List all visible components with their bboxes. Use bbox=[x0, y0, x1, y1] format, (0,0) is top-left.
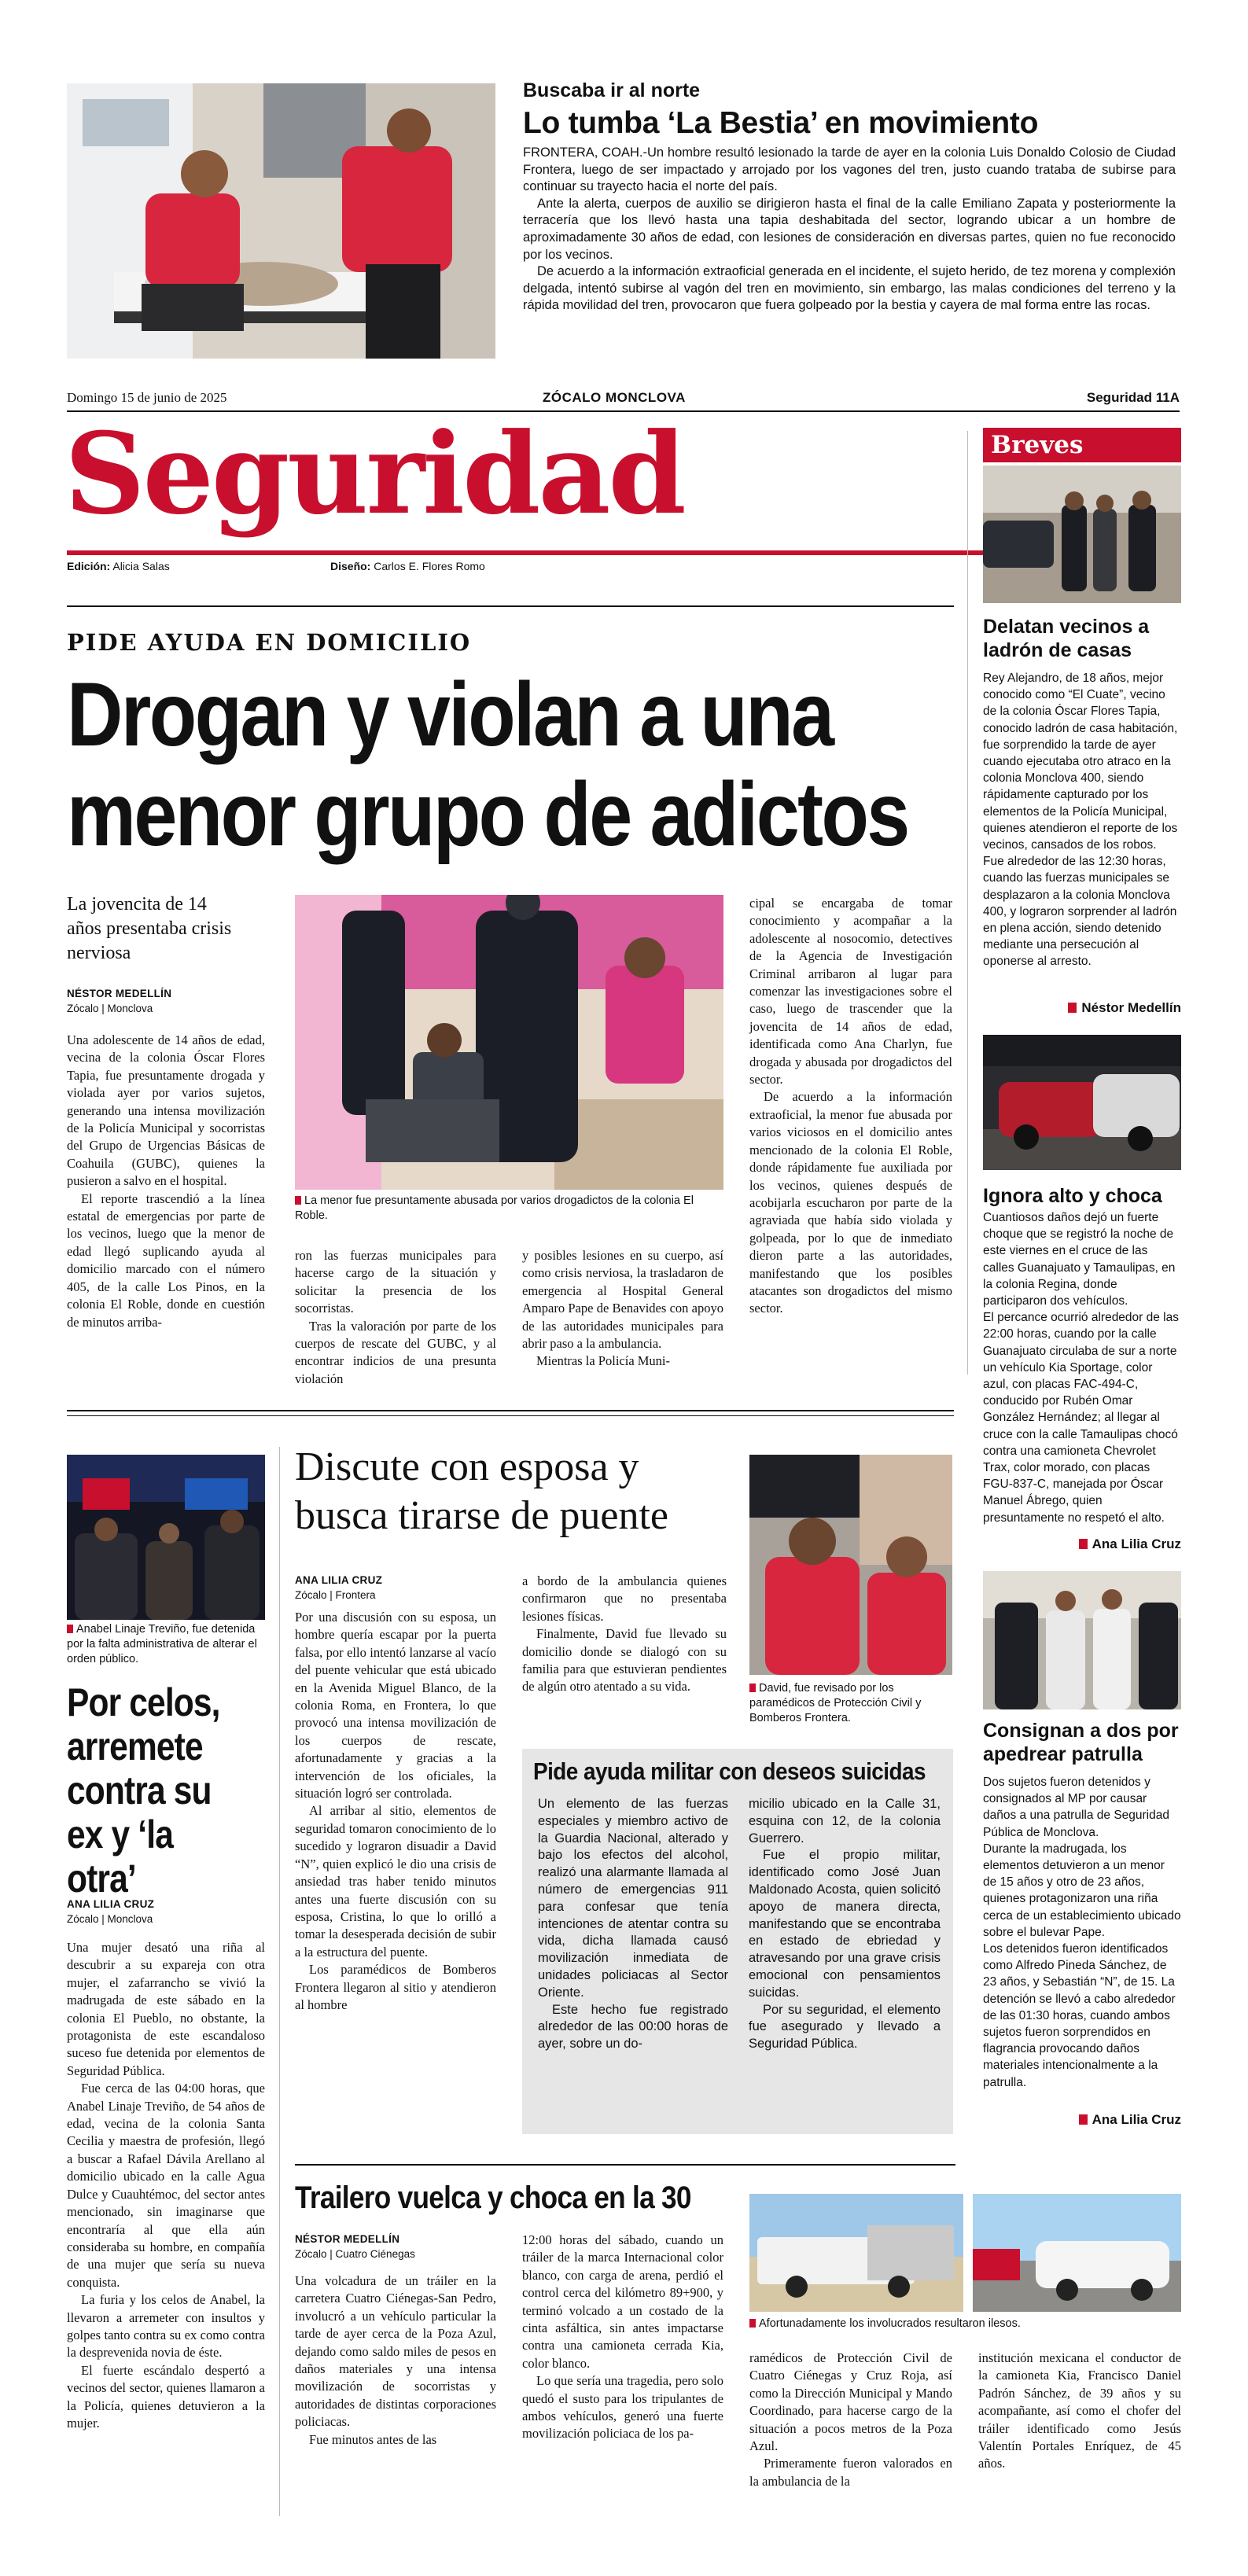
celos-paragraph: La furia y los celos de Anabel, la llevaron a arremeter con insultos y golpes tanto contra su ex como contra la desprevenida novia de éste. bbox=[67, 2292, 265, 2361]
top-story-kicker: Buscaba ir al norte bbox=[523, 79, 701, 101]
main-author: NÉSTOR MEDELLÍN bbox=[67, 988, 172, 999]
main-story-kicker: PIDE AYUDA EN DOMICILIO bbox=[67, 629, 472, 656]
main-caption-text: La menor fue presuntamente abusada por varios drogadictos de la colonia El Roble. bbox=[295, 1194, 694, 1222]
puente-byline bbox=[295, 1573, 491, 1603]
trailero-paragraph: Fue minutos antes de las bbox=[309, 2431, 437, 2447]
edition-label: Edición: bbox=[67, 560, 111, 572]
celos-paragraph: Una mujer desató una riña al descubrir a su expareja con otra mujer, el zafarrancho se vivió la madrugada de este sábado en la colonia El Pueblo, no obstante, la protagonista de este escandaloso suceso fue detenida por elementos de Seguridad Pública. bbox=[67, 1940, 265, 2078]
breve-3-body: Dos sujetos fueron detenidos y consignados al MP por causar daños a una patrulla de Seguridad Pública de Monclova. Durante la madrugada, los elementos detuvieron a un menor de 15 años y otro de 23 años, quienes protagonizaron una riña cerca de un establecimiento ubicado sobre el bulevar Pape. Los detenidos fueron identificados como Alfredo Pineda Sánchez, de 23 años, y Sebastián “N”, de 15. La detención se llevó a cabo alrededor de las 01:30 horas, cuando ambos sujetos fueron sorprendidos en flagrancia provocando daños materiales intencionalmente a la patrulla. bbox=[983, 1776, 1181, 2089]
puente-paragraph: Los paramédicos de Bomberos Frontera llegaron al sitio y atendieron al hombre bbox=[295, 1962, 496, 2012]
folio-date: Domingo 15 de junio de 2025 bbox=[67, 390, 227, 405]
trailero-paragraph: 12:00 horas del sábado, cuando un tráiler de la marca Internacional color blanco, con carga de arena, perdió el control cerca del kilómetro 89+900, y terminó volcado a un costado de la cinta asfáltica, sin antes impactarse contra una camioneta cerrada Kia, color blanco. bbox=[522, 2232, 723, 2371]
main-dateline: Zócalo | Monclova bbox=[67, 1003, 153, 1014]
trailero-byline bbox=[295, 2232, 491, 2261]
celos-photo bbox=[67, 1455, 265, 1620]
trailero-rule bbox=[295, 2164, 955, 2166]
trailero-caption-text: Afortunadamente los involucrados resultaron ilesos. bbox=[759, 2317, 1021, 2330]
militar-paragraph: Por su seguridad, el elemento fue asegurado y llevado a Seguridad Pública. bbox=[749, 2002, 941, 2052]
main-paragraph: cipal se encargaba de tomar conocimiento y acompañar a la adolescente al nosocomio, detectives de la Agencia de Investigación Criminal arribaron al lugar para comenzar las investigaciones sobre el caso, luego de trascender que la jovencita de 14 años de edad, identificada como Ana Charlyn, fue drogada y abusada por drogadictos del sector. bbox=[749, 896, 952, 1087]
breve-1-body: Rey Alejandro, de 18 años, mejor conocido como “El Cuate”, vecino de la colonia Óscar Flores Tapia, conocido ladrón de casa habitación, fue sorprendido la tarde de ayer cuando ejecutaba otro atraco en la colonia Monclova 400, siendo rápidamente capturado por los elementos de la Policía Municipal, quienes atendieron el reporte de los vecinos, cansados de los robos. Fue alrededor de las 12:30 horas, cuando las fuerzas municipales se desplazaron a la colonia Monclova 400, y lograron sorprender al ladrón en plena acción, siendo detenido mediante una persecución al oponerse al arresto. bbox=[983, 672, 1178, 969]
top-story-paragraph: Ante la alerta, cuerpos de auxilio se dirigieron hasta el final de la calle Emiliano Zapata y posteriormente la terracería que los llevó hasta una tapia deshabitada del sector, logrando ubicar a un hombre de aproximadamente 30 años de edad, con lesiones de consideración en diversas partes, quien no fue reconocido por los vecinos. bbox=[523, 196, 1176, 262]
militar-paragraph: Un elemento de las fuerzas especiales y miembro activo de la Guardia Nacional, alterado y bajo los efectos del alcohol, realizó una alarmante llamada al número de emergencias 911 para confesar que tenía intenciones de atentar contra su vida, dicha llamada causó movilización inmediata de unidades policiacas al Sector Oriente. bbox=[538, 1797, 728, 2000]
main-paragraph: y posibles lesiones en su cuerpo, así como crisis nerviosa, la trasladaron de emergencia al Hospital General Amparo Pape de Benavides con apoyo de las autoridades municipales para abrir paso a la ambulancia. bbox=[522, 1248, 723, 1352]
trailero-headline: Trailero vuelca y choca en la 30 bbox=[295, 2180, 691, 2215]
trailero-photo-caption bbox=[749, 2317, 1190, 2331]
breve-2-author: Ana Lilia Cruz bbox=[1092, 1536, 1181, 1551]
puente-author: ANA LILIA CRUZ bbox=[295, 1574, 383, 1586]
main-photo-caption bbox=[295, 1194, 727, 1224]
main-col-2 bbox=[295, 1247, 496, 1388]
main-paragraph: El reporte trascendió a la línea estatal de emergencias por parte de los vecinos, luego que la menor de edad llegó suplicando ayuda al domicilio marcado con el número 405, de la calle Los Pinos, en la colonia El Roble, donde en cuestión de minutos arriba- bbox=[67, 1190, 265, 1330]
folio-paper: ZÓCALO MONCLOVA bbox=[543, 390, 686, 405]
trailero-paragraph: institución mexicana el conductor de la camioneta Kia, Francisco Daniel Padrón Sánchez, de 39 años y su acompañante, así como el chofer del tráiler identificado como Jesús Valentín Portales Enríquez, de 45 años. bbox=[978, 2350, 1181, 2471]
breve-2-title: Ignora alto y choca bbox=[983, 1185, 1162, 1207]
main-headline-line2: menor grupo de adictos bbox=[67, 764, 908, 865]
signature-marker bbox=[1079, 1539, 1088, 1549]
caption-marker bbox=[749, 1684, 756, 1692]
puente-headline-line1: Discute con esposa y bbox=[295, 1444, 639, 1489]
section-title: Seguridad bbox=[64, 409, 684, 539]
masthead-rule bbox=[67, 550, 1018, 555]
main-col-4 bbox=[749, 895, 952, 1318]
militar-headline: Pide ayuda militar con deseos suicidas bbox=[533, 1757, 926, 1785]
celos-dateline: Zócalo | Monclova bbox=[67, 1913, 153, 1925]
trailero-col-3 bbox=[749, 2350, 952, 2490]
puente-caption-text: David, fue revisado por los paramédicos de Protección Civil y Bomberos Frontera. bbox=[749, 1682, 922, 1724]
trailero-photo-2 bbox=[973, 2194, 1181, 2312]
breve-3-author: Ana Lilia Cruz bbox=[1092, 2112, 1181, 2127]
puente-photo-caption bbox=[749, 1681, 952, 1726]
breve-3-title: Consignan a dos por apedrear patrulla bbox=[983, 1720, 1179, 1765]
breve-2-body: Cuantiosos daños dejó un fuerte choque que se registró la noche de este viernes en el cruce de las calles Guanajuato y Tamaulipas, en la colonia Regina, donde participaron dos vehículos. El percance ocurrió alrededor de las 22:00 horas, cuando por la calle Guanajuato circulaba de sur a norte un vehículo Kia Sportage, color azul, con placas FAC-494-C, conducido por Rubén Omar González Hernández; al llegar al cruce con la calle Tamaulipas chocó contra una camioneta Chevrolet Trax, color morado, con placas FGU-837-C, manejada por Óscar Manuel Ábrego, quien presuntamente no respetó el alto. bbox=[983, 1211, 1179, 1525]
celos-author: ANA LILIA CRUZ bbox=[67, 1898, 155, 1910]
breve-3-signature bbox=[1046, 2112, 1181, 2128]
main-paragraph: Mientras la Policía Muni- bbox=[536, 1353, 671, 1369]
main-story-photo bbox=[295, 895, 723, 1190]
militar-col-1 bbox=[538, 1796, 728, 2053]
celos-photo-caption bbox=[67, 1622, 270, 1667]
puente-photo bbox=[749, 1455, 952, 1675]
section-rule bbox=[67, 1410, 954, 1411]
top-story-title: Lo tumba ‘La Bestia’ en movimiento bbox=[523, 106, 1039, 140]
masthead-credits bbox=[67, 560, 170, 572]
militar-paragraph: Este hecho fue registrado alrededor de las 00:00 horas de ayer, sobre un do- bbox=[538, 2002, 728, 2052]
main-paragraph: De acuerdo a la información extraoficial, la menor fue abusada por varios viciosos en el domicilio antes mencionado de la colonia El Roble, donde rápidamente fue auxiliada por los vecinos, quienes después de acobijarla escucharon por parte de la agraviada que había sido violada y golpeada, por lo que de inmediato dieron parte a las autoridades, manifestando que los posibles atacantes son drogadictos del mismo sector. bbox=[749, 1089, 952, 1316]
main-kicker-rule bbox=[67, 605, 954, 607]
militar-col-2 bbox=[749, 1796, 941, 2053]
signature-marker bbox=[1068, 1003, 1077, 1013]
celos-byline bbox=[67, 1897, 263, 1926]
caption-marker bbox=[67, 1625, 73, 1633]
breve-1-author: Néstor Medellín bbox=[1081, 1000, 1181, 1015]
celos-divider bbox=[279, 1447, 280, 2516]
breves-photo-3 bbox=[983, 1571, 1181, 1709]
breve-1-signature bbox=[1046, 1000, 1181, 1016]
main-byline bbox=[67, 986, 256, 1016]
main-col-3 bbox=[522, 1247, 723, 1371]
main-headline-line1: Drogan y violan a una bbox=[67, 664, 833, 765]
puente-col-1 bbox=[295, 1609, 496, 2014]
puente-paragraph: Al arribar al sitio, elementos de seguridad tomaron conocimiento de lo sucedido y lograron disuadir a David “N”, quien explicó le dio una crisis de ansiedad tras haber tenido minutos antes una fuerte discusión con su esposa, Cristina, lo que lo orilló a tomar la desesperada decisión de subir a la estructura del puente. bbox=[295, 1803, 496, 1960]
puente-col-2 bbox=[522, 1573, 727, 1696]
puente-dateline: Zócalo | Frontera bbox=[295, 1589, 376, 1601]
main-paragraph: ron las fuerzas municipales para hacerse cargo de la situación y solicitar la presencia de los socorristas. bbox=[295, 1248, 496, 1316]
design-label: Diseño: bbox=[330, 560, 371, 572]
trailero-col-1 bbox=[295, 2272, 496, 2449]
celos-caption-text: Anabel Linaje Treviño, fue detenida por la falta administrativa de alterar el orden público. bbox=[67, 1623, 257, 1665]
breves-divider bbox=[967, 431, 968, 1374]
militar-paragraph: micilio ubicado en la Calle 31, esquina con 12, de la colonia Guerrero. bbox=[749, 1797, 941, 1846]
trailero-dateline: Zócalo | Cuatro Ciénegas bbox=[295, 2248, 415, 2260]
celos-headline: Por celos, arremete contra su ex y ‘la otra’ bbox=[67, 1680, 220, 1901]
celos-paragraph: El fuerte escándalo despertó a vecinos del sector, quienes llamaron a la Policía, quienes detuvieron a la mujer. bbox=[67, 2362, 265, 2431]
breve-1-title: Delatan vecinos a ladrón de casas bbox=[983, 616, 1150, 661]
breves-header: Breves bbox=[991, 431, 1084, 459]
top-story-paragraph: FRONTERA, COAH.-Un hombre resultó lesionado la tarde de ayer en la colonia Luis Donaldo Colosio de Ciudad Frontera, luego de ser impactado y arrojado por los vagones del tren, justo cuando trataba de subirse para continuar su trayecto hacia el norte del país. bbox=[523, 145, 1176, 194]
main-paragraph: Una adolescente de 14 años de edad, vecina de la colonia Óscar Flores Tapia, fue presuntamente drogada y violada ayer por varios sujetos, generando una intensa movilización de la Policía Municipal y socorristas del Grupo de Urgencias Básicas de Coahuila (GUBC), quienes la pusieron a salvo en el hospital. bbox=[67, 1032, 265, 1189]
militar-paragraph: Fue el propio militar, identificado como José Juan Maldonado Acosta, quien solicitó apoyo de manera directa, manifestando que se encontraba en estado de ebriedad y atravesando por una grave crisis emocional con pensamientos suicidas. bbox=[749, 1848, 941, 2000]
celos-paragraph: Fue cerca de las 04:00 horas, que Anabel Linaje Treviño, de 54 años de edad, vecina de la colonia Santa Cecilia y maestra de profesión, llegó a buscar a Rafael Dávila Arellano al domicilio ubicado en la calle Agua Dulce y Cuauhtémoc, del sector antes mencionado, sin imaginarse que encontraría al que ella aún consideraba su hombre, en compañía de una mujer que sería su nueva conquista. bbox=[67, 2081, 265, 2290]
puente-paragraph: Por una discusión con su esposa, un hombre quería escapar por la puerta falsa, por ello intentó lanzarse al vacío del puente vehicular que está ubicado en la Avenida Miguel Blanco, de la colonia Roma, en Frontera, lo que provocó una intensa movilización de los cuerpos de rescate, afortunadamente y gracias a la intervención de los oficiales, la situación logró ser controlada. bbox=[295, 1610, 496, 1801]
caption-marker bbox=[749, 2319, 756, 2328]
trailero-paragraph: Lo que sería una tragedia, pero solo quedó el susto para los tripulantes de ambos vehículos, generó una fuerte movilización policiaca de los pa- bbox=[522, 2373, 723, 2442]
trailero-author: NÉSTOR MEDELLÍN bbox=[295, 2233, 400, 2245]
puente-paragraph: a bordo de la ambulancia quienes confirmaron que no presentaba lesiones físicas. bbox=[522, 1573, 727, 1624]
folio-section-page: Seguridad 11A bbox=[1086, 390, 1180, 405]
edition-name: Alicia Salas bbox=[112, 560, 170, 572]
celos-body bbox=[67, 1939, 265, 2432]
main-deck: La jovencita de 14 años presentaba crisis nerviosa bbox=[67, 894, 232, 963]
section-rule-thin bbox=[67, 1415, 954, 1416]
breves-photo-2 bbox=[983, 1035, 1181, 1170]
breve-2-signature bbox=[1046, 1536, 1181, 1552]
top-story-body bbox=[523, 145, 1176, 315]
top-story-photo bbox=[67, 83, 495, 359]
trailero-paragraph: ramédicos de Protección Civil de Cuatro Ciénegas y Cruz Roja, así como la Dirección Municipal y Mando Coordinado, para hacerse cargo de la situación a pocos metros de la Poza Azul. bbox=[749, 2350, 952, 2454]
trailero-paragraph: Primeramente fueron valorados en la ambulancia de la bbox=[749, 2456, 952, 2489]
trailero-col-2 bbox=[522, 2232, 723, 2443]
puente-paragraph: Finalmente, David fue llevado su domicilio donde se dialogó con su familia para que estuvieran pendientes de algún otro atentado a su vida. bbox=[522, 1626, 727, 1695]
design-name: Carlos E. Flores Romo bbox=[374, 560, 485, 572]
signature-marker bbox=[1079, 2114, 1088, 2125]
caption-marker bbox=[295, 1196, 301, 1205]
breves-photo-1 bbox=[983, 466, 1181, 603]
trailero-paragraph: Una volcadura de un tráiler en la carretera Cuatro Ciénegas-San Pedro, involucró a un vehículo particular la tarde de ayer cerca de la Poza Azul, dejando como saldo miles de pesos en daños materiales y una intensa movilización de socorristas y autoridades de distintas corporaciones policiacas. bbox=[295, 2273, 496, 2430]
puente-headline-line2: busca tirarse de puente bbox=[295, 1493, 669, 1538]
masthead-design-credits bbox=[330, 560, 485, 572]
top-story-paragraph: De acuerdo a la información extraoficial generada en el incidente, el sujeto herido, de tez morena y complexión delgada, intentó subirse al vagón del tren en movimiento, sin embargo, las malas condiciones del terreno y la rápida movilidad del tren, provocaron que fuera golpeado por la bestia y cayera de mal forma entre las rocas. bbox=[523, 264, 1176, 313]
trailero-photo-1 bbox=[749, 2194, 963, 2312]
main-paragraph: Tras la valoración por parte de los cuerpos de rescate del GUBC, y al encontrar indicios de una presunta violación bbox=[295, 1318, 496, 1386]
main-col-1 bbox=[67, 1032, 265, 1331]
trailero-col-4 bbox=[978, 2350, 1181, 2473]
